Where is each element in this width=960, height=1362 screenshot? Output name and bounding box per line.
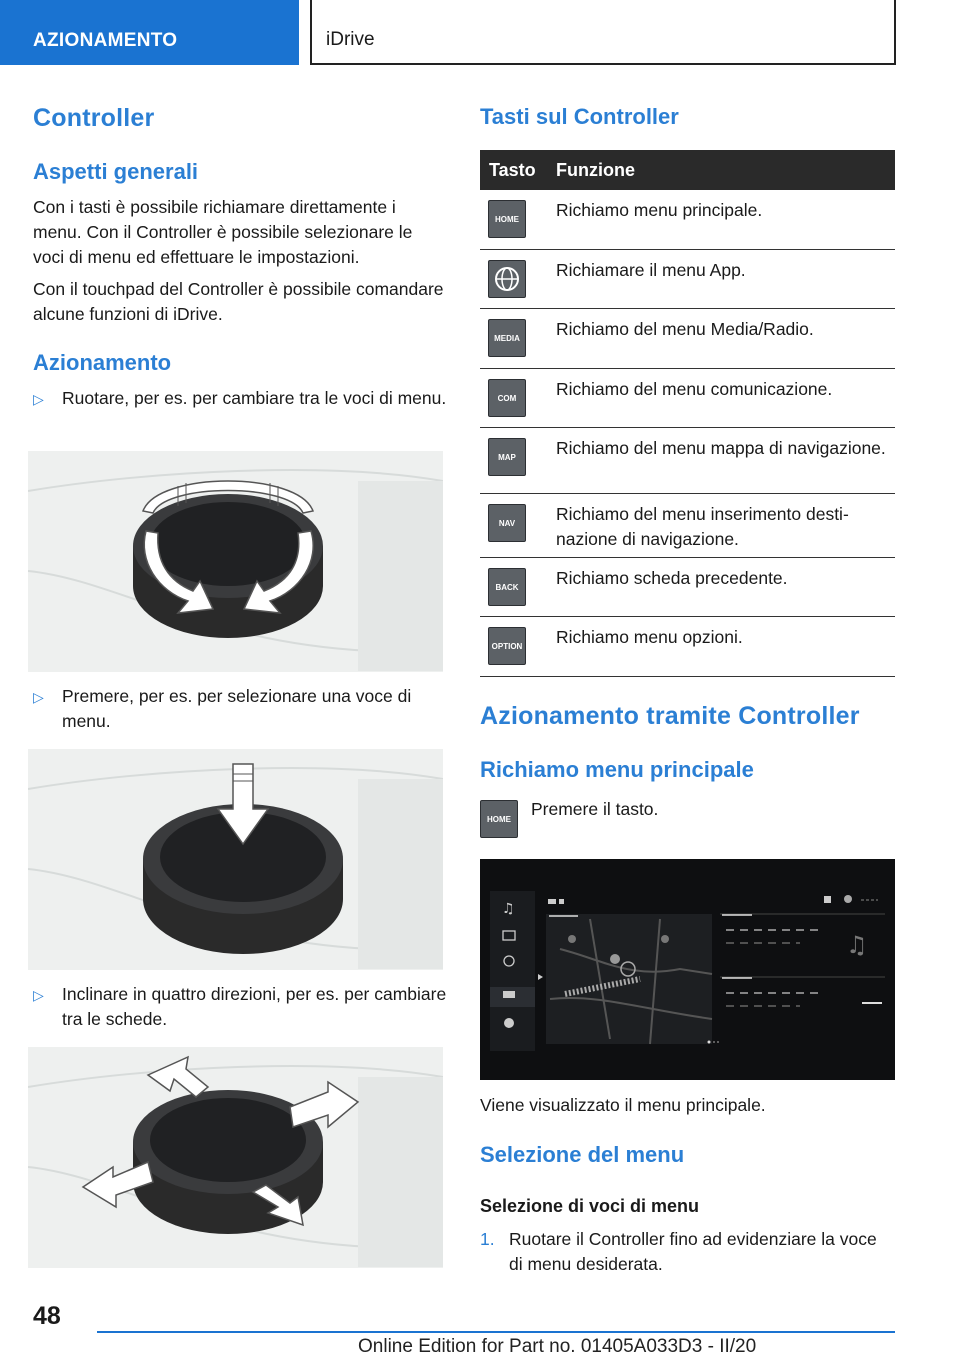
- bullet-press: [33, 684, 448, 734]
- map-button-icon: MAP: [488, 438, 526, 476]
- col-key-header: Tasto: [489, 160, 536, 180]
- svg-text:♫: ♫: [502, 901, 515, 917]
- rotate-controller-illustration: [28, 451, 443, 672]
- operation-heading: Azionamento: [33, 350, 172, 375]
- row-function: Richiamo del menu Media/Radio.: [556, 319, 814, 339]
- apps-globe-icon: [488, 260, 526, 298]
- select-items-heading: Selezione di voci di menu: [480, 1196, 700, 1216]
- table-header: [480, 150, 895, 190]
- row-function: Richiamo menu opzioni.: [556, 627, 743, 647]
- chapter-tab: [310, 0, 896, 65]
- row-function: Richiamare il menu App.: [556, 260, 746, 280]
- back-button-icon: BACK: [488, 568, 526, 606]
- svg-text:♫: ♫: [846, 931, 868, 959]
- buttons-heading: Tasti sul Controller: [480, 104, 679, 129]
- footer-edition: Online Edition for Part no. 01405A033D3 - II/20: [358, 1336, 757, 1357]
- step-number: 1.: [480, 1229, 495, 1249]
- triangle-bullet-icon: ▷: [33, 391, 44, 407]
- main-menu-heading: Richiamo menu principale: [480, 757, 754, 782]
- table-row: [480, 617, 895, 677]
- table-row: [480, 428, 895, 494]
- general-heading: Aspetti generali: [33, 159, 199, 184]
- press-controller-illustration: [28, 749, 443, 970]
- bullet-rotate-text: Ruotare, per es. per cambiare tra le voci di menu.: [62, 388, 447, 408]
- section-tab: [0, 0, 299, 65]
- row-function: Richiamo del menu mappa di navigazione.: [556, 438, 886, 458]
- table-row: [480, 190, 895, 250]
- general-paragraph-1: Con i tasti è possibile richiamare direttamente i menu. Con il Controller è possibile selezionare le voci di menu ed effettuare le impostazioni.: [33, 197, 413, 267]
- page-title: Controller: [33, 104, 155, 132]
- row-function: Richiamo del menu inserimento destinazione di navigazione.: [556, 504, 849, 549]
- table-row: [480, 494, 895, 558]
- col-function-header: Funzione: [556, 160, 635, 180]
- press-button-text: Premere il tasto.: [531, 799, 659, 819]
- idrive-main-menu-screenshot: [480, 859, 895, 1080]
- home-button-icon: HOME: [480, 800, 518, 838]
- row-function: Richiamo menu principale.: [556, 200, 763, 220]
- tilt-controller-illustration: [28, 1047, 443, 1268]
- bullet-press-text: Premere, per es. per selezionare una voce di menu.: [62, 686, 412, 731]
- nav-button-icon: NAV: [488, 504, 526, 542]
- bullet-rotate: [33, 386, 448, 411]
- main-menu-shown-text: Viene visualizzato il menu principale.: [480, 1095, 766, 1115]
- buttons-table: [480, 150, 895, 677]
- footer-divider: [97, 1331, 895, 1333]
- com-button-icon: COM: [488, 379, 526, 417]
- table-row: [480, 250, 895, 309]
- section-title: AZIONAMENTO: [33, 30, 178, 51]
- general-paragraph-2: Con il touchpad del Controller è possibile comandare alcune funzioni di iDrive.: [33, 279, 444, 324]
- table-row: [480, 309, 895, 369]
- step-text: Ruotare il Controller fino ad evidenziare la voce di menu desiderata.: [509, 1229, 877, 1274]
- home-button-icon: HOME: [488, 200, 526, 238]
- bullet-tilt: [33, 982, 448, 1032]
- table-row: [480, 369, 895, 428]
- option-button-icon: OPTION: [488, 627, 526, 665]
- page-number: 48: [33, 1302, 61, 1330]
- table-row: [480, 558, 895, 617]
- menu-selection-heading: Selezione del menu: [480, 1142, 685, 1167]
- bullet-tilt-text: Inclinare in quattro direzioni, per es. per cambiare tra le schede.: [62, 984, 447, 1029]
- row-function: Richiamo del menu comunicazione.: [556, 379, 833, 399]
- media-button-icon: MEDIA: [488, 319, 526, 357]
- triangle-bullet-icon: ▷: [33, 689, 44, 705]
- triangle-bullet-icon: ▷: [33, 987, 44, 1003]
- chapter-title: iDrive: [326, 29, 375, 50]
- controller-op-heading: Azionamento tramite Controller: [480, 702, 860, 730]
- row-function: Richiamo scheda precedente.: [556, 568, 788, 588]
